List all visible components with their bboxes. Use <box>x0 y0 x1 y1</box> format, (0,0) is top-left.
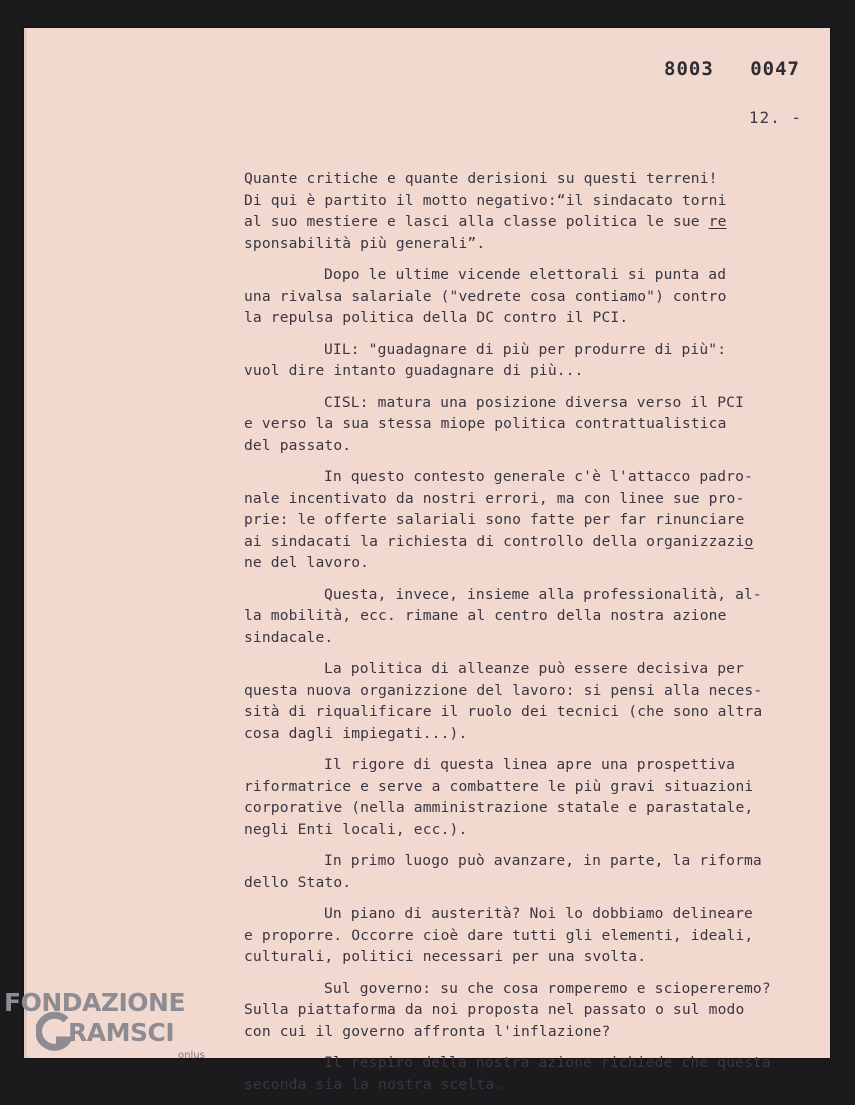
text-line <box>244 819 814 841</box>
text-line <box>244 658 814 680</box>
paragraph <box>244 392 814 457</box>
line-text: UIL: "guadagnare di più per produrre di più": <box>324 340 727 358</box>
text-line <box>244 190 814 212</box>
text-line <box>244 584 814 606</box>
text-line <box>244 999 814 1021</box>
line-text: al suo mestiere e lasci alla classe politica le sue <box>244 213 709 230</box>
line-text: sità di riqualificare il ruolo dei tecnici (che sono altra <box>244 703 763 720</box>
line-text: vuol dire intanto guadagnare di più... <box>244 362 584 379</box>
fondazione-gramsci-watermark <box>2 988 212 1068</box>
line-text: riformatrice e serve a combattere le più gravi situazioni <box>244 777 754 795</box>
line-text: culturali, politici necessari per una svolta. <box>244 948 647 965</box>
line-text: Il rigore di questa linea apre una prospettiva <box>324 756 736 773</box>
text-line <box>244 1021 814 1043</box>
underlined-fragment: re <box>708 213 727 230</box>
line-text: ai sindacati la richiesta di controllo della organizzazi <box>244 532 745 550</box>
watermark-line-1: FONDAZIONE <box>4 988 186 1017</box>
text-line <box>244 797 814 819</box>
watermark-line-2: RAMSCI <box>68 1018 175 1047</box>
text-line <box>244 701 814 723</box>
text-line <box>244 211 814 233</box>
line-text: del passato. <box>244 436 352 454</box>
paragraph <box>244 658 814 744</box>
line-text: CISL: matura una posizione diversa verso il PCI <box>324 393 745 411</box>
line-text: Un piano di austerità? Noi lo dobbiamo delineare <box>324 905 753 922</box>
page-number: 12. - <box>748 108 802 127</box>
line-text: In questo contesto generale c'è l'attacco padro- <box>324 468 753 485</box>
line-text: Dopo le ultime vicende elettorali si punta ad <box>324 266 727 283</box>
line-text: questa nuova organizzione del lavoro: si pensi alla neces- <box>244 681 763 699</box>
paragraph <box>244 903 814 968</box>
line-text: cosa dagli impiegati...). <box>244 724 468 742</box>
watermark-line-3: onlus <box>178 1050 205 1061</box>
text-line <box>244 168 814 190</box>
text-line <box>244 872 814 894</box>
text-line <box>244 680 814 702</box>
line-text: una rivalsa salariale ("vedrete cosa contiamo") contro <box>244 287 727 305</box>
text-line <box>244 392 814 414</box>
line-text: la mobilità, ecc. rimane al centro della nostra azione <box>244 607 727 624</box>
line-text: Quante critiche e quante derisioni su questi terreni! <box>244 170 718 187</box>
text-line <box>244 946 814 968</box>
paragraph <box>244 339 814 382</box>
line-text: In primo luogo può avanzare, in parte, la riforma <box>324 852 762 869</box>
line-text: corporative (nella amministrazione statale e parastatale, <box>244 799 754 816</box>
line-text: sponsabilità più generali”. <box>244 234 486 252</box>
line-text: Il respiro della nostra azione richiede che questa <box>324 1054 771 1071</box>
document-page <box>24 28 830 1093</box>
paragraph <box>244 978 814 1043</box>
archive-reference <box>640 58 800 80</box>
text-line <box>244 850 814 872</box>
underlined-fragment: o <box>744 532 754 550</box>
text-line <box>244 413 814 435</box>
text-line <box>244 1074 814 1096</box>
text-line <box>244 360 814 382</box>
paragraph <box>244 584 814 649</box>
line-text: negli Enti locali, ecc.). <box>244 820 468 838</box>
line-text: con cui il governo affronta l'inflazione? <box>244 1022 611 1040</box>
text-line <box>244 903 814 925</box>
text-line <box>244 466 814 488</box>
text-line <box>244 339 814 361</box>
line-text: seconda sia la nostra scelta. <box>244 1075 504 1093</box>
text-line <box>244 307 814 329</box>
line-text: ne del lavoro. <box>244 554 370 571</box>
line-text: e verso la sua stessa miope politica contrattualistica <box>244 415 727 432</box>
paragraph <box>244 264 814 329</box>
text-line <box>244 233 814 255</box>
text-line <box>244 264 814 286</box>
text-line <box>244 723 814 745</box>
text-line <box>244 286 814 308</box>
text-line <box>244 627 814 649</box>
line-text: Di qui è partito il motto negativo:“il sindacato torni <box>244 191 727 209</box>
page-edge <box>24 28 27 1058</box>
text-line <box>244 435 814 457</box>
line-text: dello Stato. <box>244 873 352 891</box>
line-text: sindacale. <box>244 628 334 646</box>
text-line <box>244 488 814 510</box>
text-line <box>244 776 814 798</box>
line-text: la repulsa politica della DC contro il PCI. <box>244 309 629 326</box>
paragraph <box>244 168 814 254</box>
text-line <box>244 925 814 947</box>
paragraph <box>244 754 814 840</box>
paragraph <box>244 1052 814 1095</box>
text-line <box>244 552 814 574</box>
reference-number-b: 0047 <box>750 58 800 80</box>
line-text: nale incentivato da nostri errori, ma con linee sue pro- <box>244 489 745 507</box>
line-text: prie: le offerte salariali sono fatte per far rinunciare <box>244 511 745 528</box>
paragraph <box>244 466 814 574</box>
line-text: Sulla piattaforma da noi proposta nel passato o sul modo <box>244 1001 745 1018</box>
text-line <box>244 978 814 1000</box>
text-line <box>244 531 814 553</box>
text-line <box>244 605 814 627</box>
text-line <box>244 1052 814 1074</box>
typewritten-text <box>244 168 814 1105</box>
line-text: Questa, invece, insieme alla professionalità, al- <box>324 585 762 603</box>
reference-number-a: 8003 <box>664 58 714 80</box>
line-text: La politica di alleanze può essere decisiva per <box>324 660 745 677</box>
line-text: e proporre. Occorre cioè dare tutti gli elementi, ideali, <box>244 926 754 944</box>
text-line <box>244 509 814 531</box>
paragraph <box>244 850 814 893</box>
text-line <box>244 754 814 776</box>
line-text: Sul governo: su che cosa romperemo e sciopereremo? <box>324 979 771 997</box>
